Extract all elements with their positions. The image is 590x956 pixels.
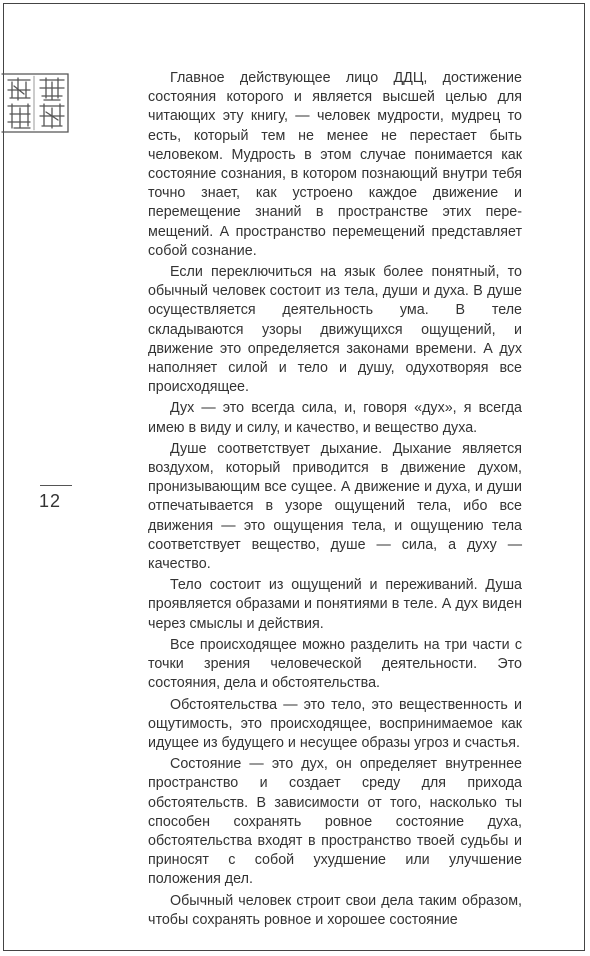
paragraph: Обычный человек строит свои дела таким образом, чтобы сохранять ровное и хорошее состояние <box>148 892 522 928</box>
paragraph: Главное действующее лицо ДДЦ, достижение состояния которого и является высшей целью для читающих эту книгу, — человек мудрости, мудрец то есть, который тем не менее не перестает быть человеком. Мудрость в этом случае понимается как состояние сознания, в котором познающий внутри тебя точно знает, как устроено каждое движение и перемещение знаний в пространстве этих перемещений. А пространство перемещений представляет собой сознание. <box>148 70 522 259</box>
page-number-rule <box>40 485 72 486</box>
paragraph: Если переключиться на язык более понятный, то обычный человек состоит из тела, души и духа. В душе осуществляется деятельность ума. В теле складываются узоры движущихся ощущений, и движение это определяется законами времени. А дух наполняет силой и тело и душу, одухотворяя все происходящее. <box>148 264 522 396</box>
paragraph: Душе соответствует дыхание. Дыхание является воздухом, который приводится в движение духом, пронизывающим все сущее. А движение и духа, и души отпечатывается в узоре ощущений тела, ибо все движения — это ощущения тела, и ощущению тела соответствует вещество, душе — сила, а духу — качество. <box>148 440 522 573</box>
chinese-seal-icon <box>0 70 72 136</box>
page-number: 12 <box>39 491 62 511</box>
paragraph: Обстоятельства — это тело, это вещественность и ощутимость, это происходящее, воспринимаемое как идущее из будущего и несущее образы угроз и счастья. <box>148 696 522 751</box>
paragraph: Состояние — это дух, он определяет внутреннее пространство и создает среду для прихода обстоятельств. В зависимости от того, насколько ты способен сохранять ровное состояние духа, обстоятельства входят в пространство твоей судьбы и приносят с собой ухудшение или улучшение положения дел. <box>148 756 522 888</box>
paragraph: Дух — это всегда сила, и, говоря «дух», я всегда имею в виду и силу, и качество, и вещество духа. <box>148 400 522 436</box>
paragraph: Все происходящее можно разделить на три части с точки зрения человеческой деятельности. Это состояния, дела и обстоятельства. <box>148 636 522 692</box>
body-text <box>148 69 522 932</box>
paragraph: Тело состоит из ощущений и переживаний. Душа проявляется образами и понятиями в теле. А дух виден через смыслы и действия. <box>148 577 522 632</box>
